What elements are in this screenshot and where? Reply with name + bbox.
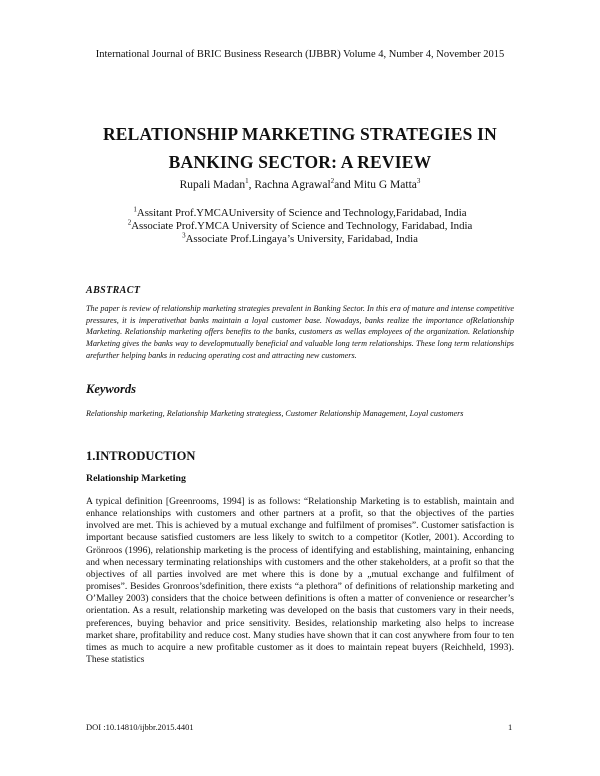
author-name: and Mitu G Matta	[334, 179, 417, 191]
affiliation-text: Assitant Prof.YMCAUniversity of Science and Technology,Faridabad, India	[136, 207, 467, 219]
author-mark: 2	[330, 177, 335, 186]
affiliation-mark: 2	[127, 218, 132, 227]
author-name: Rupali Madan	[179, 179, 246, 191]
body-paragraph: A typical definition [Greenrooms, 1994] is as follows: “Relationship Marketing is to establish, maintain and enhance relationships with customers and other partners at a profit, so that the objectives of the parties involved are met. This is achieved by a mutual exchange and fulfilment of promises”. Customer satisfaction is important because satisfied customers are less likely to switch to a competitor (Kotler, 2001). According to Grönroos (1996), relationship marketing is the process of identifying and establishing, maintaining, enhancing and when necessary terminating relationships with customers and the other stakeholders, at a profit so that the objectives of all parties involved are met where this is done by a „mutual exchange and fulfilment of promises”. Besides Gronroos’sdefinition, there exists “a plethora” of definitions of relationship marketing and O’Malley 2003) considers that the choice between definitions is often a matter of convenience or researcher’s orientation. As a result, relationship marketing was developed on the basis that customers vary in their needs, preferences, buying behavior and price sensitivity. Besides, relationship marketing also helps to increase market share, profitability and reduce cost. Many studies have shown that it can cost anywhere from four to ten times as much to acquire a new profitable customer as it does to maintain repeat buyers (Reichheld, 1993). These statistics	[86, 496, 514, 666]
keywords-text: Relationship marketing, Relationship Marketing strategiess, Customer Relationship Management, Loyal customers	[86, 409, 464, 418]
subsection-heading: Relationship Marketing	[86, 473, 186, 484]
title-line-1: RELATIONSHIP MARKETING STRATEGIES IN	[102, 124, 498, 144]
section-heading: 1.INTRODUCTION	[86, 449, 196, 463]
affiliation-text: Associate Prof.YMCA University of Science and Technology, Faridabad, India	[131, 220, 473, 232]
affiliation-text: Associate Prof.Lingaya’s University, Faridabad, India	[185, 233, 418, 245]
title-line-2: BANKING SECTOR: A REVIEW	[168, 152, 432, 172]
affiliation	[0, 233, 600, 245]
affiliation-mark: 1	[133, 205, 137, 214]
doi-footer: DOI :10.14810/ijbbr.2015.4401	[86, 722, 194, 732]
journal-header: International Journal of BRIC Business Research (IJBBR) Volume 4, Number 4, November 2015	[95, 49, 505, 60]
page-number: 1	[508, 722, 513, 732]
author-mark: 3	[416, 177, 421, 186]
author-mark: 1	[245, 177, 249, 186]
affiliation	[0, 207, 600, 219]
abstract-heading: ABSTRACT	[86, 285, 141, 296]
author-name: , Rachna Agrawal	[248, 179, 331, 191]
author-list	[0, 179, 600, 191]
paper-title	[60, 120, 540, 176]
affiliation	[0, 220, 600, 232]
keywords-heading: Keywords	[86, 382, 136, 396]
affiliation-mark: 3	[182, 231, 186, 240]
abstract-text: The paper is review of relationship marketing strategies prevalent in Banking Sector. In this era of mature and intense competitive pressures, it is imperativethat banks maintain a loyal customer base. Nowadays, banks realize the importance ofRelationship Marketing. Relationship marketing offers benefits to the banks, customers as wellas employees of the organization. Relationship Marketing gives the banks way to developmutually beneficial and valuable long term relationships. These long term relationships arefurther helping banks in reducing operating cost and attracting new customers.	[86, 304, 514, 360]
